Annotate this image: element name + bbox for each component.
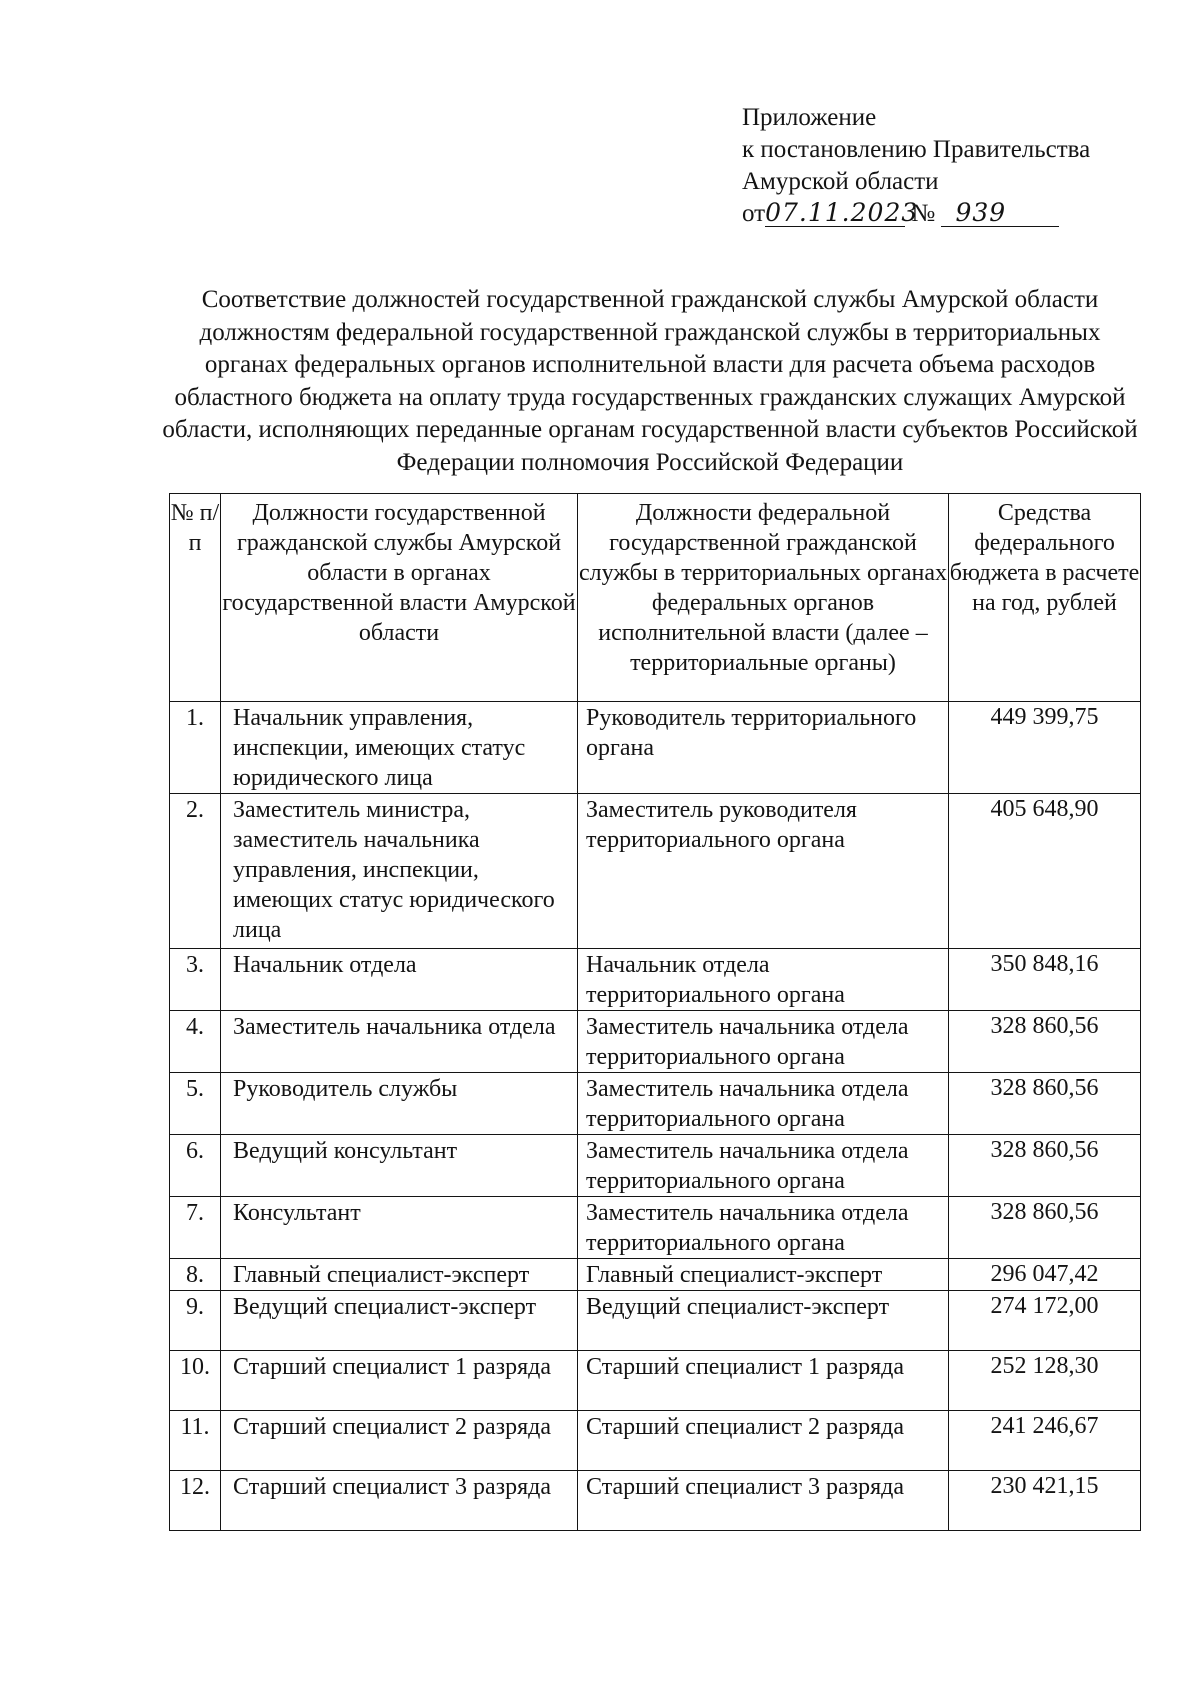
table-row <box>170 1291 1141 1351</box>
regional-position: Начальник отдела <box>221 949 578 1011</box>
annual-amount: 328 860,56 <box>949 1011 1141 1073</box>
positions-table <box>169 493 1141 1531</box>
federal-position: Ведущий специалист-эксперт <box>578 1291 949 1351</box>
date-prefix: от <box>742 200 766 227</box>
federal-position: Заместитель руководителя территориального органа <box>578 794 949 949</box>
regional-position: Ведущий специалист-эксперт <box>221 1291 578 1351</box>
table-header-row <box>170 494 1141 702</box>
annual-amount: 328 860,56 <box>949 1135 1141 1197</box>
header-amount: Средства федерального бюджета в расчете на год, рублей <box>949 494 1141 702</box>
row-number: 9. <box>170 1291 221 1351</box>
regional-position: Начальник управления, инспекции, имеющих статус юридического лица <box>221 702 578 794</box>
federal-position: Руководитель территориального органа <box>578 702 949 794</box>
annual-amount: 449 399,75 <box>949 702 1141 794</box>
row-number: 8. <box>170 1259 221 1291</box>
table-body <box>170 702 1141 1531</box>
handwritten-number: 939 <box>941 200 1059 227</box>
annex-block <box>742 102 1090 230</box>
federal-position: Заместитель начальника отдела территориального органа <box>578 1135 949 1197</box>
regional-position: Ведущий консультант <box>221 1135 578 1197</box>
row-number: 3. <box>170 949 221 1011</box>
row-number: 7. <box>170 1197 221 1259</box>
annual-amount: 230 421,15 <box>949 1471 1141 1531</box>
table-row <box>170 949 1141 1011</box>
table-row <box>170 1197 1141 1259</box>
row-number: 2. <box>170 794 221 949</box>
annex-date-number <box>742 198 1090 230</box>
regional-position: Заместитель министра, заместитель начальника управления, инспекции, имеющих статус юридического лица <box>221 794 578 949</box>
annex-reference: к постановлению Правительства <box>742 136 1091 163</box>
table-row <box>170 1135 1141 1197</box>
regional-position: Консультант <box>221 1197 578 1259</box>
number-sign: № <box>911 200 936 227</box>
annual-amount: 296 047,42 <box>949 1259 1141 1291</box>
row-number: 6. <box>170 1135 221 1197</box>
row-number: 11. <box>170 1411 221 1471</box>
table-row <box>170 1011 1141 1073</box>
annual-amount: 328 860,56 <box>949 1197 1141 1259</box>
table-row <box>170 794 1141 949</box>
federal-position: Главный специалист-эксперт <box>578 1259 949 1291</box>
row-number: 12. <box>170 1471 221 1531</box>
table-row <box>170 1351 1141 1411</box>
annual-amount: 252 128,30 <box>949 1351 1141 1411</box>
regional-position: Руководитель службы <box>221 1073 578 1135</box>
regional-position: Главный специалист-эксперт <box>221 1259 578 1291</box>
annual-amount: 274 172,00 <box>949 1291 1141 1351</box>
federal-position: Начальник отдела территориального органа <box>578 949 949 1011</box>
table-row <box>170 1259 1141 1291</box>
row-number: 5. <box>170 1073 221 1135</box>
annual-amount: 241 246,67 <box>949 1411 1141 1471</box>
federal-position: Заместитель начальника отдела территориального органа <box>578 1011 949 1073</box>
row-number: 10. <box>170 1351 221 1411</box>
header-regional: Должности государственной гражданской службы Амурской области в органах государственной власти Амурской области <box>221 494 578 702</box>
handwritten-date: 07.11.2023 <box>765 198 919 227</box>
header-num: № п/п <box>170 494 221 702</box>
federal-position: Заместитель начальника отдела территориального органа <box>578 1073 949 1135</box>
regional-position: Старший специалист 2 разряда <box>221 1411 578 1471</box>
annex-region: Амурской области <box>742 168 939 195</box>
header-federal: Должности федеральной государственной гражданской службы в территориальных органах федеральных органов исполнительной власти (далее – территориальные органы) <box>578 494 949 702</box>
row-number: 4. <box>170 1011 221 1073</box>
row-number: 1. <box>170 702 221 794</box>
table-row <box>170 1073 1141 1135</box>
document-title: Соответствие должностей государственной гражданской службы Амурской области должностям федеральной государственной гражданской службы в территориальных органах федеральных органов исполнительной власти для расчета объема расходов областного бюджета на оплату труда государственных гражданских служащих Амурской области, исполняющих переданные органам государственной власти субъектов Российской Федерации полномочия Российской Федерации <box>162 286 1138 476</box>
table-row <box>170 1411 1141 1471</box>
table-row <box>170 702 1141 794</box>
annex-title: Приложение <box>742 104 877 131</box>
annual-amount: 350 848,16 <box>949 949 1141 1011</box>
regional-position: Старший специалист 1 разряда <box>221 1351 578 1411</box>
federal-position: Старший специалист 2 разряда <box>578 1411 949 1471</box>
federal-position: Старший специалист 1 разряда <box>578 1351 949 1411</box>
federal-position: Заместитель начальника отдела территориального органа <box>578 1197 949 1259</box>
regional-position: Заместитель начальника отдела <box>221 1011 578 1073</box>
regional-position: Старший специалист 3 разряда <box>221 1471 578 1531</box>
federal-position: Старший специалист 3 разряда <box>578 1471 949 1531</box>
annual-amount: 405 648,90 <box>949 794 1141 949</box>
table-row <box>170 1471 1141 1531</box>
annual-amount: 328 860,56 <box>949 1073 1141 1135</box>
